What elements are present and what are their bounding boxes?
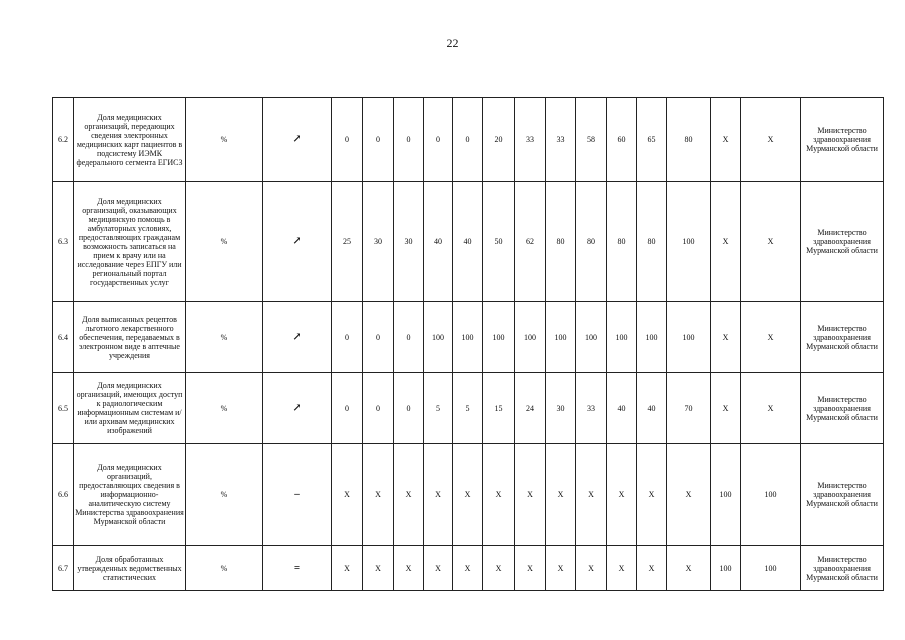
value-cell: X <box>711 98 741 182</box>
value-cell: X <box>332 444 363 546</box>
value-cell: 80 <box>546 182 576 302</box>
table-row <box>53 373 884 444</box>
unit-cell: % <box>186 373 263 444</box>
value-cell: 100 <box>741 546 801 591</box>
value-cell: 100 <box>711 546 741 591</box>
value-cell: X <box>667 546 711 591</box>
unit-cell: % <box>186 98 263 182</box>
value-cell: X <box>363 546 394 591</box>
table-row <box>53 98 884 182</box>
value-cell: 0 <box>394 302 424 373</box>
responsible-cell: Министерство здравоохранения Мурманской области <box>801 373 884 444</box>
responsible-cell: Министерство здравоохранения Мурманской области <box>801 182 884 302</box>
value-cell: X <box>483 546 515 591</box>
unit-cell: % <box>186 182 263 302</box>
row-number-cell: 6.6 <box>53 444 74 546</box>
value-cell: 0 <box>332 373 363 444</box>
value-cell: 0 <box>363 98 394 182</box>
value-cell: 100 <box>667 302 711 373</box>
value-cell: 80 <box>667 98 711 182</box>
value-cell: 30 <box>394 182 424 302</box>
table-row <box>53 546 884 591</box>
value-cell: X <box>453 444 483 546</box>
value-cell: X <box>741 302 801 373</box>
value-cell: 80 <box>576 182 607 302</box>
value-cell: X <box>711 373 741 444</box>
row-number-cell: 6.7 <box>53 546 74 591</box>
indicator-name-cell: Доля медицинских организаций, передающих сведения электронных медицинских карт пациентов в подсистему ИЭМК федерального сегмента ЕГИСЗ <box>74 98 186 182</box>
indicators-table <box>52 97 884 591</box>
value-cell: 0 <box>394 98 424 182</box>
row-number-cell: 6.5 <box>53 373 74 444</box>
value-cell: 58 <box>576 98 607 182</box>
value-cell: 0 <box>332 98 363 182</box>
value-cell: 0 <box>332 302 363 373</box>
value-cell: X <box>607 444 637 546</box>
table-row <box>53 302 884 373</box>
value-cell: 100 <box>741 444 801 546</box>
unit-cell: % <box>186 302 263 373</box>
value-cell: 40 <box>607 373 637 444</box>
indicator-name-cell: Доля медицинских организаций, предоставляющих сведения в информационно-аналитическую систему Министерства здравоохранения Мурманской области <box>74 444 186 546</box>
value-cell: 100 <box>637 302 667 373</box>
trend-cell: ↗ <box>263 182 332 302</box>
value-cell: X <box>667 444 711 546</box>
value-cell: X <box>515 546 546 591</box>
value-cell: 50 <box>483 182 515 302</box>
responsible-cell: Министерство здравоохранения Мурманской области <box>801 546 884 591</box>
value-cell: 100 <box>667 182 711 302</box>
value-cell: X <box>394 444 424 546</box>
trend-cell: = <box>263 546 332 591</box>
value-cell: X <box>576 444 607 546</box>
value-cell: 24 <box>515 373 546 444</box>
row-number-cell: 6.4 <box>53 302 74 373</box>
value-cell: 100 <box>483 302 515 373</box>
value-cell: 80 <box>637 182 667 302</box>
value-cell: X <box>483 444 515 546</box>
value-cell: 40 <box>637 373 667 444</box>
value-cell: X <box>424 546 453 591</box>
value-cell: 33 <box>515 98 546 182</box>
value-cell: 100 <box>576 302 607 373</box>
value-cell: 62 <box>515 182 546 302</box>
unit-cell: % <box>186 546 263 591</box>
value-cell: 100 <box>546 302 576 373</box>
trend-cell: ↗ <box>263 302 332 373</box>
value-cell: 100 <box>711 444 741 546</box>
responsible-cell: Министерство здравоохранения Мурманской области <box>801 302 884 373</box>
value-cell: 0 <box>363 302 394 373</box>
responsible-cell: Министерство здравоохранения Мурманской области <box>801 98 884 182</box>
value-cell: 40 <box>453 182 483 302</box>
value-cell: X <box>515 444 546 546</box>
value-cell: 5 <box>453 373 483 444</box>
value-cell: 0 <box>394 373 424 444</box>
value-cell: X <box>607 546 637 591</box>
value-cell: X <box>711 302 741 373</box>
value-cell: 70 <box>667 373 711 444</box>
value-cell: 60 <box>607 98 637 182</box>
trend-cell: ↗ <box>263 373 332 444</box>
table-row <box>53 182 884 302</box>
value-cell: 33 <box>546 98 576 182</box>
table-row <box>53 444 884 546</box>
value-cell: 30 <box>363 182 394 302</box>
value-cell: 100 <box>515 302 546 373</box>
row-number-cell: 6.2 <box>53 98 74 182</box>
value-cell: 80 <box>607 182 637 302</box>
value-cell: X <box>546 546 576 591</box>
value-cell: X <box>741 373 801 444</box>
value-cell: 40 <box>424 182 453 302</box>
value-cell: 0 <box>363 373 394 444</box>
value-cell: 33 <box>576 373 607 444</box>
value-cell: 100 <box>424 302 453 373</box>
value-cell: 0 <box>424 98 453 182</box>
value-cell: 25 <box>332 182 363 302</box>
value-cell: 100 <box>453 302 483 373</box>
value-cell: 20 <box>483 98 515 182</box>
indicator-name-cell: Доля медицинских организаций, имеющих доступ к радиологическим информационным системам и/или архивам медицинских изображений <box>74 373 186 444</box>
value-cell: X <box>453 546 483 591</box>
value-cell: X <box>637 546 667 591</box>
row-number-cell: 6.3 <box>53 182 74 302</box>
value-cell: X <box>394 546 424 591</box>
value-cell: X <box>332 546 363 591</box>
page-number: 22 <box>446 36 459 50</box>
value-cell: 30 <box>546 373 576 444</box>
value-cell: X <box>637 444 667 546</box>
value-cell: X <box>711 182 741 302</box>
indicator-name-cell: Доля медицинских организаций, оказывающих медицинскую помощь в амбулаторных условиях, предоставляющих гражданам возможность записаться на прием к врачу или на исследование через ЕПГУ или региональный портал государственных услуг <box>74 182 186 302</box>
responsible-cell: Министерство здравоохранения Мурманской области <box>801 444 884 546</box>
value-cell: 5 <box>424 373 453 444</box>
value-cell: X <box>576 546 607 591</box>
trend-cell: – <box>263 444 332 546</box>
value-cell: 0 <box>453 98 483 182</box>
unit-cell: % <box>186 444 263 546</box>
value-cell: 100 <box>607 302 637 373</box>
value-cell: 65 <box>637 98 667 182</box>
value-cell: X <box>363 444 394 546</box>
value-cell: X <box>741 98 801 182</box>
value-cell: X <box>546 444 576 546</box>
value-cell: X <box>741 182 801 302</box>
indicator-name-cell: Доля выписанных рецептов льготного лекарственного обеспечения, передаваемых в электронном виде в аптечные учреждения <box>74 302 186 373</box>
trend-cell: ↗ <box>263 98 332 182</box>
value-cell: 15 <box>483 373 515 444</box>
value-cell: X <box>424 444 453 546</box>
indicator-name-cell: Доля обработанных утвержденных ведомственных статистических <box>74 546 186 591</box>
